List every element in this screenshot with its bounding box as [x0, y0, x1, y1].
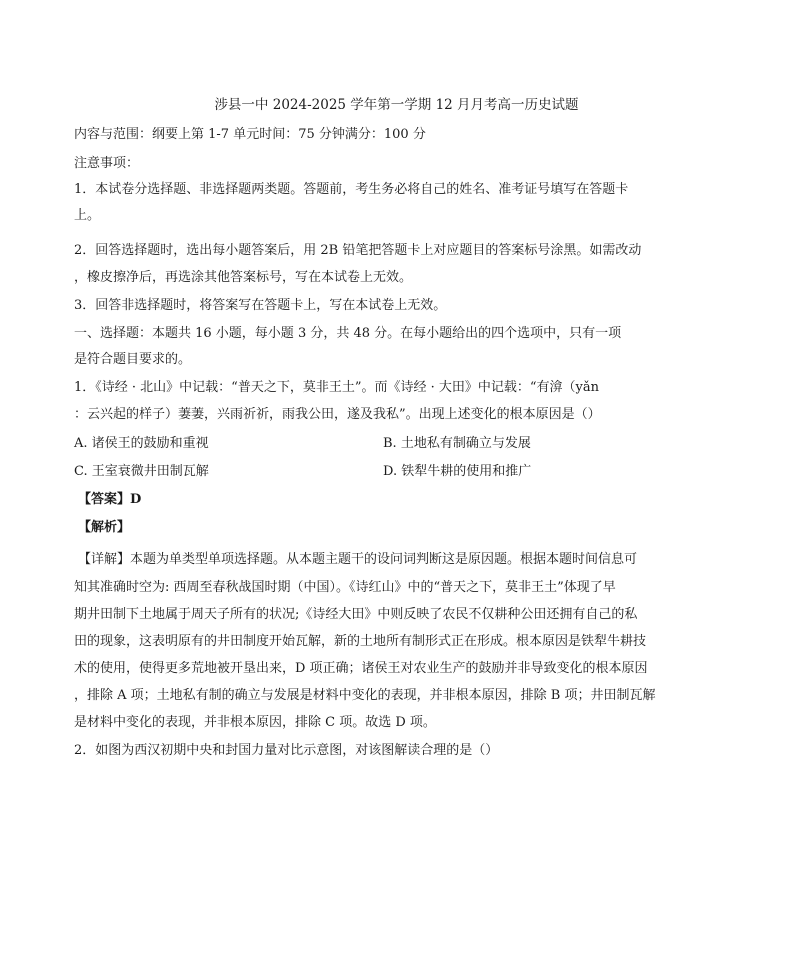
- detail-line: 知其准确时空为: 西周至春秋战国时期（中国）。《诗红山》中的“普天之下，莫非王土”体现了早: [74, 580, 616, 595]
- note-line: 1．本试卷分选择题、非选择题两类题。答题前，考生务必将自己的姓名、准考证号填写在答题卡: [74, 182, 629, 197]
- section-instruction: 一、选择题：本题共 16 小题，每小题 3 分，共 48 分。在每小题给出的四个选项中，只有一项: [74, 326, 622, 341]
- note-line: 上。: [74, 208, 101, 223]
- question-1-stem: 1．《诗经 · 北山》中记载：“普天之下，莫非王土”。而《诗经 · 大田》中记载：“有渰（yǎn: [74, 380, 599, 395]
- question-2-stem: 2．如图为西汉初期中央和封国力量对比示意图，对该图解读合理的是（）: [74, 743, 499, 758]
- note-line: ，橡皮擦净后，再选涂其他答案标号，写在本试卷上无效。: [74, 270, 413, 285]
- answer-label: 【答案】D: [78, 492, 142, 507]
- detail-line: 术的使用，使得更多荒地被开垦出来，D 项正确；诸侯王对农业生产的鼓励并非导致变化的根本原因: [74, 661, 648, 676]
- note-line: 2．回答选择题时，选出每小题答案后，用 2B 铅笔把答题卡上对应题目的答案标号涂黑。如需改动: [74, 243, 642, 258]
- option-d: D. 铁犁牛耕的使用和推广: [383, 464, 532, 479]
- detail-line: 期井田制下土地属于周天子所有的状况;《诗经大田》中则反映了农民不仅耕种公田还拥有自己的私: [74, 607, 638, 622]
- question-1-stem: ：云兴起的样子）萋萋，兴雨祈祈，雨我公田，遂及我私”。出现上述变化的根本原因是（）: [74, 407, 601, 422]
- option-b: B. 土地私有制确立与发展: [383, 436, 531, 451]
- section-instruction: 是符合题目要求的。: [74, 352, 192, 367]
- detail-line: ，排除 A 项；土地私有制的确立与发展是材料中变化的表现，并非根本原因，排除 B 项；井田制瓦解: [74, 688, 656, 703]
- analysis-label: 【解析】: [78, 520, 131, 535]
- option-c: C. 王室衰微井田制瓦解: [74, 464, 209, 479]
- notice-heading: 注意事项：: [74, 156, 140, 171]
- detail-line: 田的现象，这表明原有的井田制度开始瓦解，新的土地所有制形式正在形成。根本原因是铁犁牛耕技: [74, 634, 647, 649]
- exam-scope: 内容与范围：纲要上第 1-7 单元时间：75 分钟满分：100 分: [74, 127, 426, 142]
- exam-title: 涉县一中 2024-2025 学年第一学期 12 月月考高一历史试题: [214, 97, 579, 113]
- detail-line: 是材料中变化的表现，并非根本原因，排除 C 项。故选 D 项。: [74, 715, 436, 730]
- note-line: 3．回答非选择题时，将答案写在答题卡上，写在本试卷上无效。: [74, 298, 447, 313]
- option-a: A. 诸侯王的鼓励和重视: [74, 436, 209, 451]
- detail-line: 【详解】本题为单类型单项选择题。从本题主题干的设问词判断这是原因题。根据本题时间信息可: [78, 552, 638, 567]
